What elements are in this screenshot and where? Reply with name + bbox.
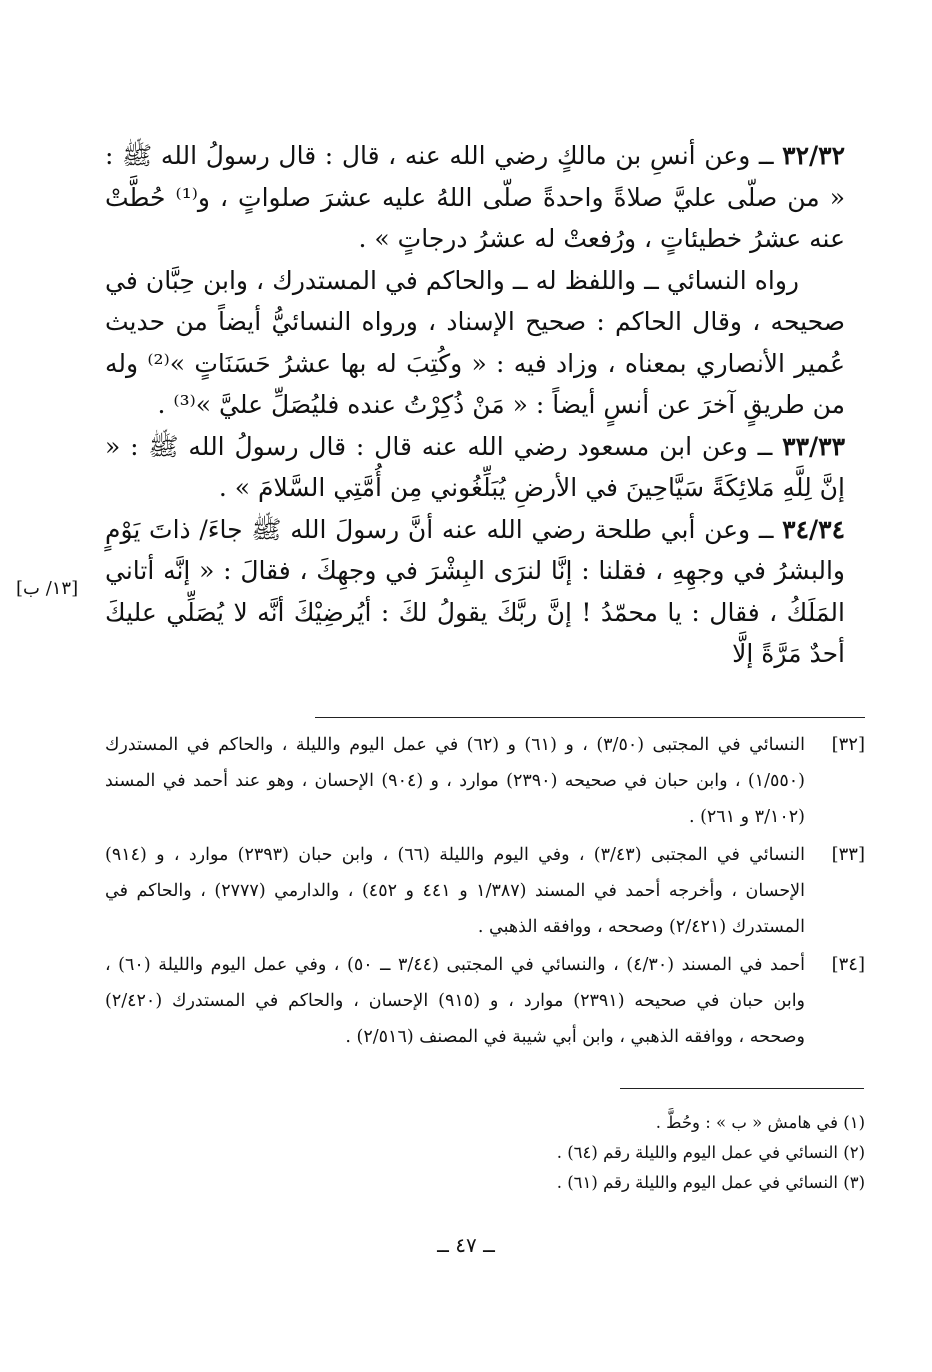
hadith-number: ٣٣/٣٣ [782,431,845,461]
hadith-text: ــ وعن ابن مسعود رضي الله عنه قال : قال رسولُ الله ﷺ : « إنَّ لِلَّهِ مَلائِكَةً سَيَّاحِينَ في الأرضِ يُبَلِّغُوني مِن أُمَّتِي السَّلامَ » . [105,431,845,502]
footnote: (٢) النسائي في عمل اليوم والليلة رقم (٦٤) . [556,1143,865,1162]
references-divider [315,717,865,718]
hadith-number: ٣٢/٣٢ [782,141,845,170]
hadith-number: ٣٤/٣٤ [782,514,845,544]
footnote: (٣) النسائي في عمل اليوم والليلة رقم (٦١) . [556,1173,865,1192]
reference-number: [٣٤] [831,954,865,975]
hadith-32 [105,135,845,260]
reference-text: النسائي في المجتبى (٣/٤٣) ، وفي اليوم والليلة (٦٦) ، وابن حبان (٢٣٩٣) موارد ، و (٩١٤) الإحسان ، وأخرجه أحمد في المسند (١/٣٨٧ و ٤٤١ و ٤٥٢) ، والدارمي (٢٧٧٧) ، والحاكم في المستدرك (٢/٤٢١) وصححه ، ووافقه الذهبي . [105,845,805,937]
footnotes-section [300,1108,865,1198]
manuscript-folio-marker: [١٣/ ب] [16,578,79,599]
hadith-text: ــ وعن أنسِ بن مالكٍ رضي الله عنه ، قال : قال رسولُ الله ﷺ : « من صلّى عليَّ صلاةً واحدةً صلّى اللهُ عليه عشرَ صلواتٍ ، و⁽¹⁾ حُطَّتْ عنه عشرُ خطيئاتٍ ، ورُفعتْ له عشرُ درجاتٍ » . [105,141,845,253]
page-number: ــ ٤٧ ــ [437,1233,495,1257]
takhrij-paragraph: رواه النسائي ــ واللفظ له ــ والحاكم في المستدرك ، وابن حِبَّان في صحيحه ، وقال الحاكم : صحيح الإسناد ، ورواه النسائيُّ أيضاً من حديث عُمير الأنصاري بمعناه ، وزاد فيه : « وكُتِبَ له بها عشرُ حَسَنَاتٍ »⁽²⁾ وله من طريقٍ آخرَ عن أنسٍ أيضاً : « مَنْ ذُكِرْتُ عنده فليُصَلِّ عليَّ »⁽³⁾ . [105,265,846,419]
hadith-33 [105,426,845,509]
footnotes-divider [620,1088,864,1089]
reference-item [105,727,865,835]
reference-text: النسائي في المجتبى (٣/٥٠) ، و (٦١) و (٦٢) في عمل اليوم والليلة ، والحاكم في المستدرك (١/٥٥٠) ، وابن حبان في صحيحه (٢٣٩٠) موارد ، و (٩٠٤) الإحسان ، وهو عند أحمد في المسند (٣/١٠٢ و ٢٦١) . [105,735,805,827]
main-text [105,135,845,675]
reference-number: [٣٣] [831,844,865,865]
reference-number: [٣٢] [831,734,865,755]
reference-text: أحمد في المسند (٤/٣٠) ، والنسائي في المجتبى (٣/٤٤ ــ ٥٠) ، وفي عمل اليوم والليلة (٦٠) ، وابن حبان في صحيحه (٢٣٩١) موارد ، و (٩١٥) الإحسان ، والحاكم في المستدرك (٢/٤٢٠) وصححه ، ووافقه الذهبي ، وابن أبي شيبة في المصنف (٢/٥١٦) . [105,955,806,1047]
hadith-34 [105,509,845,675]
hadith-text: ــ وعن أبي طلحة رضي الله عنه أنَّ رسولَ الله ﷺ جاءَ/ ذاتَ يَوْمٍ والبشرُ في وجهِهِ ، فقلنا : إنَّا لنرَى البِشْرَ في وجهِكَ ، فقالَ : « إنَّه أتاني المَلَكُ ، فقال : يا محمّدُ ! إنَّ ربَّكَ يقولُ لكَ : أيُرضِيْكَ أنَّه لا يُصَلِّي عليكَ أحدٌ مَرَّةً إلَّا [105,514,845,668]
reference-item [105,837,865,945]
reference-item [105,947,865,1055]
references-section [105,727,865,1057]
footnote: (١) في هامش « ب » : وحُطَّ . [655,1113,865,1132]
